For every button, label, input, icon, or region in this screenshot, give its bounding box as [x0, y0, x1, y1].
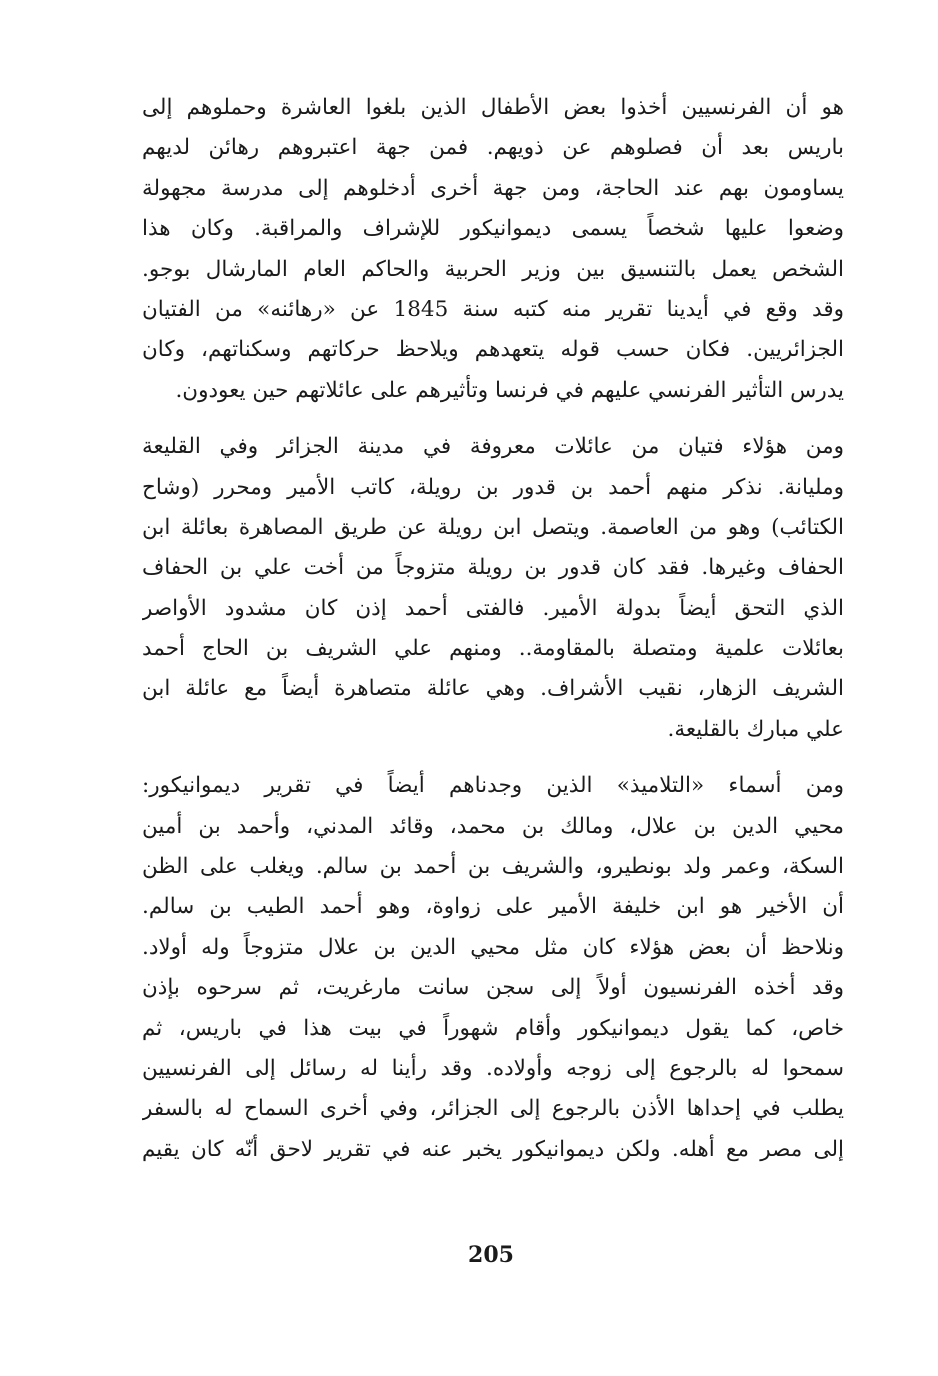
- text-line: يساومون بهم عند الحاجة، ومن جهة أخرى أدخلوهم إلى مدرسة مجهولة: [142, 175, 844, 201]
- text-line: وقد أخذه الفرنسيون أولاً إلى سجن سانت مارغريت، ثم سرحوه بإذن: [142, 975, 844, 1001]
- text-line: إلى مصر مع أهله. ولكن ديموانيكور يخبر عنه في تقرير لاحق أنّه كان يقيم: [142, 1136, 844, 1162]
- text-line: أن الأخير هو ابن خليفة الأمير على زواوة، وهو أحمد الطيب بن سالم.: [142, 894, 844, 920]
- text-line: الذي التحق أيضاً بدولة الأمير. فالفتى أحمد إذن كان مشدود الأواصر: [142, 595, 844, 621]
- text-line: ومن أسماء «التلاميذ» الذين وجدناهم أيضاً في تقرير ديموانيكور:: [142, 773, 844, 799]
- paragraph-1: [142, 88, 844, 411]
- text-line: ومن هؤلاء فتيان من عائلات معروفة في مدينة الجزائر وفي القليعة: [142, 434, 844, 460]
- text-line: خاص، كما يقول ديموانيكور وأقام شهوراً في بيت هذا في باريس، ثم: [142, 1015, 844, 1041]
- text-line: وضعوا عليها شخصاً يسمى ديموانيكور للإشراف والمراقبة. وكان هذا: [142, 216, 844, 242]
- text-line: الكتائب) وهو من العاصمة. ويتصل ابن رويلة عن طريق المصاهرة بعائلة ابن: [142, 514, 844, 540]
- text-line: يطلب في إحداها الأذن بالرجوع إلى الجزائر، وفي أخرى السماح له بالسفر: [142, 1096, 844, 1122]
- paragraph-3: [142, 766, 844, 1170]
- text-line: محيي الدين بن علال، ومالك بن محمد، وقائد المدني، وأحمد بن أمين: [142, 813, 844, 839]
- text-line: الجزائريين. فكان حسب قوله يتعهدهم ويلاحظ حركاتهم وسكناتهم، وكان: [142, 337, 844, 363]
- paragraph-2: [142, 427, 844, 750]
- text-line: السكة، وعمر ولد بونطيرو، والشريف بن أحمد بن سالم. ويغلب على الظن: [142, 854, 844, 880]
- text-line: وقد وقع في أيدينا تقرير منه كتبه سنة 1845 عن «رهائنه» من الفتيان: [142, 296, 844, 322]
- text-line: يدرس التأثير الفرنسي عليهم في فرنسا وتأثيرهم على عائلاتهم حين يعودون.: [175, 377, 844, 403]
- text-line: هو أن الفرنسيين أخذوا بعض الأطفال الذين بلغوا العاشرة وحملوهم إلى: [142, 95, 844, 120]
- text-line: علي مبارك بالقليعة.: [667, 716, 844, 742]
- text-line: الشريف الزهار، نقيب الأشراف. وهي عائلة متصاهرة أيضاً مع عائلة ابن: [142, 676, 844, 702]
- text-line: بعائلات علمية ومتصلة بالمقاومة.. ومنهم علي الشريف بن الحاج أحمد: [142, 636, 844, 662]
- text-line: ونلاحظ أن بعض هؤلاء كان مثل محيي الدين بن علال متزوجاً وله أولاد.: [142, 934, 844, 960]
- text-line: ومليانة. نذكر منهم أحمد بن قدور بن رويلة، كاتب الأمير ومحرر (وشاح: [142, 474, 844, 500]
- page-number: 205: [468, 1242, 514, 1268]
- text-line: سمحوا له بالرجوع إلى زوجه وأولاده. وقد رأينا له رسائل إلى الفرنسيين: [142, 1055, 844, 1081]
- page-body: [142, 88, 844, 1170]
- text-line: الشخص يعمل بالتنسيق بين وزير الحربية والحاكم العام المارشال بوجو.: [142, 256, 844, 282]
- text-line: الحفاف وغيرها. فقد كان قدور بن رويلة متزوجاً من أخت علي بن الحفاف: [142, 555, 844, 581]
- text-line: باريس بعد أن فصلوهم عن ذويهم. فمن جهة اعتبروهم رهائن لديهم: [142, 135, 844, 161]
